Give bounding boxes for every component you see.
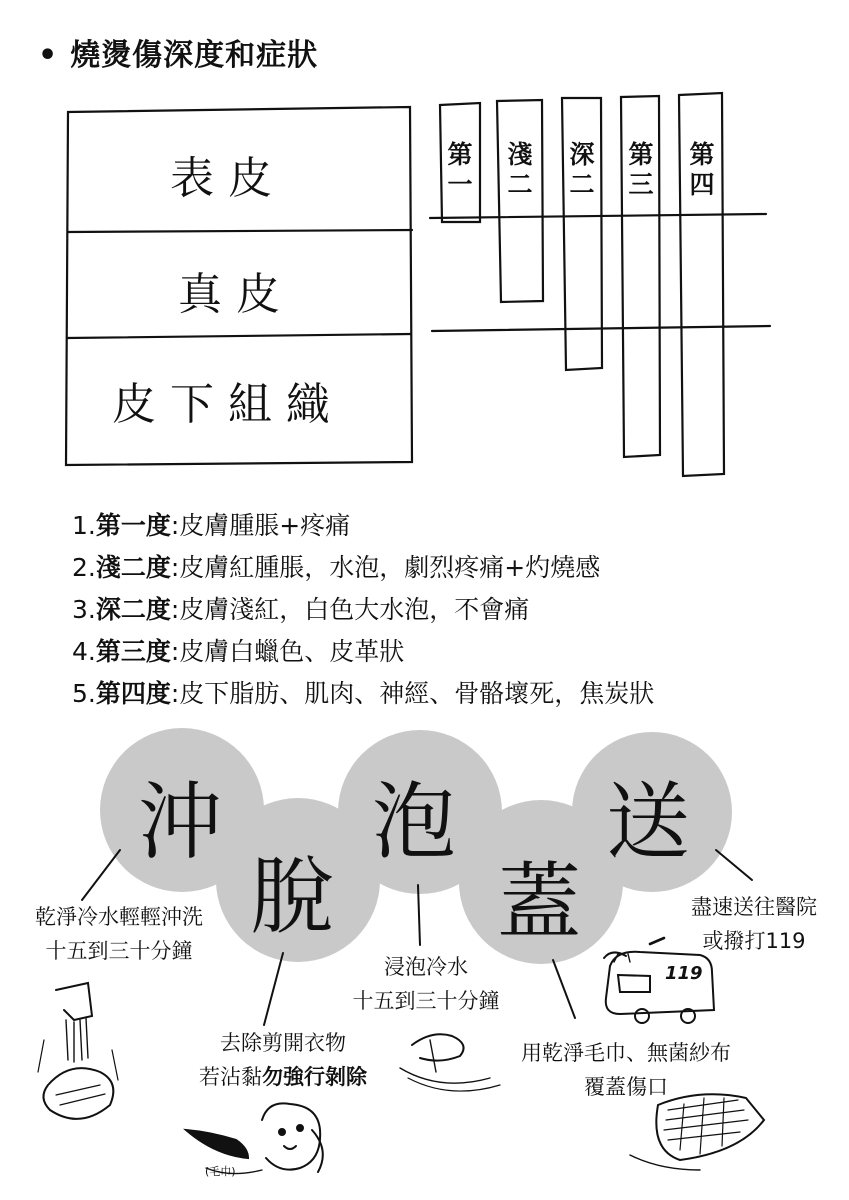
symptom-row-3: 3.深二度:皮膚淺紅，白色大水泡，不會痛 (72, 595, 530, 624)
depth-label-deep-second: 深二 (569, 140, 595, 199)
hand-in-water-illustration (400, 1034, 500, 1091)
step-char-cover: 蓋 (497, 853, 582, 951)
skin-layer-divider-1 (68, 230, 412, 232)
depth-label-first: 第一 (447, 140, 473, 199)
depth-label-superficial-second: 淺二 (507, 140, 533, 199)
step-char-send: 送 (606, 773, 691, 871)
caption-rinse: 乾淨冷水輕輕沖洗 十五到三十分鐘 (35, 905, 203, 963)
symptom-row-2: 2.淺二度:皮膚紅腫脹，水泡，劇烈疼痛+灼燒感 (72, 553, 601, 582)
step-char-rinse: 沖 (138, 773, 223, 871)
pointer-line-send (716, 850, 752, 880)
step-char-soak: 泡 (372, 773, 457, 871)
pointer-line-remove (264, 953, 283, 1025)
symptom-list (72, 505, 654, 715)
caption-soak: 浸泡冷水 十五到三十分鐘 (352, 955, 500, 1013)
layer-label-dermis: 真皮 (178, 269, 294, 320)
symptom-row-4: 4.第三度:皮膚白蠟色、皮革狀 (72, 637, 405, 666)
caption-remove: 去除剪開衣物 若沾黏勿強行剝除 (199, 1031, 367, 1089)
layer-label-epidermis: 表皮 (170, 153, 286, 204)
caption-cover: 用乾淨毛巾、無菌紗布 覆蓋傷口 (521, 1041, 731, 1099)
symptom-row-5: 5.第四度:皮下脂肪、肌肉、神經、骨骼壞死，焦炭狀 (72, 679, 655, 708)
pointer-line-soak (418, 885, 420, 945)
layer-label-subcutaneous: 皮下組織 (112, 379, 344, 430)
depth-bar-superficial-second (497, 100, 543, 302)
depth-label-fourth: 第四 (689, 140, 715, 199)
pointer-line-cover (553, 960, 575, 1018)
depth-label-third: 第三 (628, 140, 654, 199)
title-text: 燒燙傷深度和症狀 (70, 38, 319, 73)
skin-layer-divider-2 (67, 334, 411, 338)
ambulance-number: 119 (665, 963, 703, 984)
cloth-illustration (630, 1094, 764, 1170)
caption-send: 盡速送往醫院 或撥打119 (691, 895, 817, 953)
faucet-illustration (38, 983, 118, 1119)
symptom-row-1: 1.第一度:皮膚腫脹+疼痛 (72, 511, 351, 540)
title-bullet: • (38, 38, 59, 73)
pointer-line-rinse (82, 850, 120, 900)
towel-label: (毛巾) (205, 1165, 236, 1178)
step-char-remove: 脫 (250, 848, 335, 946)
